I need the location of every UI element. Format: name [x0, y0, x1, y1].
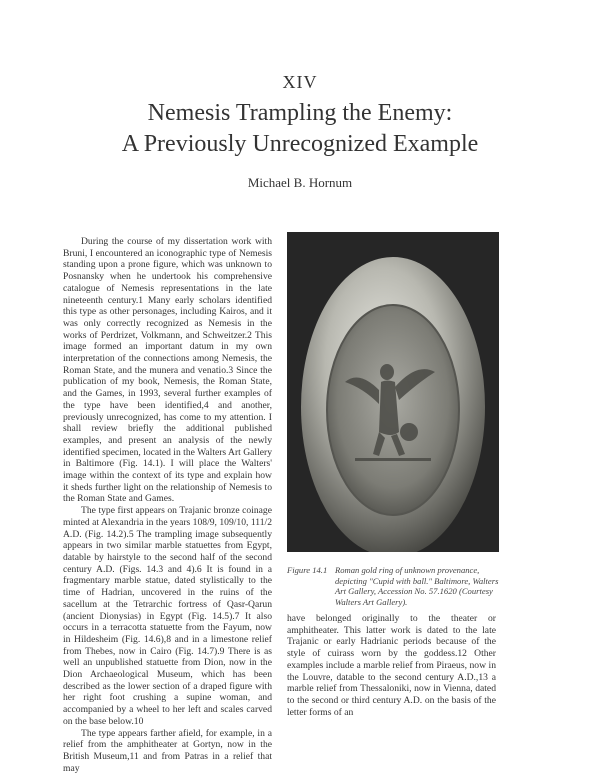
body-column-right	[287, 613, 496, 718]
chapter-number: XIV	[282, 72, 318, 92]
author-name: Michael B. Hornum	[247, 175, 353, 190]
ring-photo-illustration	[287, 232, 499, 552]
paragraph: The type first appears on Trajanic bronze coinage minted at Alexandria in the years 108/9, 109/10, 111/2 A.D. (Fig. 14.2).5 The trampling image subsequently appears in two similar marble statuettes from Egypt, datable by hairstyle to the second half of the second century A.D. (Figs. 14.3 and 4).6 It is found in a fragmentary marble statue, dated stylistically to the time of Hadrian, uncovered in the ruins of the sacellum at the Tetrarchic fortress of Qasr-Qarun (ancient Dionysias) in Egypt (Fig. 14.5).7 It also occurs in a terracotta statuette from the Fayum, now in Hildesheim (Fig. 14.6),8 and in a limestone relief from Thebes, now in Cairo (Fig. 14.7).9 There is as well an unpublished statuette from Dion, now in the Dion Archaeological Museum, which has been described as the lower section of a draped figure with her right foot crushing a supine woman, and accompanied by a wheel to her left and scales carved on the base below.10	[63, 505, 272, 727]
paragraph: have belonged originally to the theater or amphitheater. This latter work is dated to the late Trajanic or early Hadrianic periods because of the style of cuirass worn by the goddess.12 Other examples include a marble relief from Piraeus, now in the Louvre, datable to the second century A.D.,13 a marble relief from Thessaloniki, now in Vienna, dated to the second or third century A.D. on the basis of the letter forms of an	[287, 613, 496, 718]
figure-photo-ring	[287, 232, 499, 552]
article-title	[0, 98, 600, 160]
paragraph: The type appears farther afield, for example, in a relief from the amphitheater at Gortyn, now in the British Museum,11 and from Patras in a relief that may	[63, 727, 272, 774]
figure-caption-text: Roman gold ring of unknown provenance, depicting "Cupid with ball." Baltimore, Walters Art Gallery, Accession No. 57.1620 (Courtesy Walters Art Gallery).	[335, 565, 499, 607]
figure-label: Figure 14.1	[287, 565, 328, 575]
title-line-1: Nemesis Trampling the Enemy:	[147, 100, 453, 126]
paragraph: During the course of my dissertation work with Bruni, I encountered an iconographic type of Nemesis standing upon a prone figure, which was unknown to Posnansky when he undertook his comprehensive catalogue of Nemesis representations in the late nineteenth century.1 Many early scholars identified this type as other personages, including Kairos, and it was only correctly recognized as Nemesis in the works of Perdrizet, Volkmann, and Schweitzer.2 This image formed an important datum in my own interpretation of the connections among Nemesis, the Roman State, and the munera and venatio.3 Since the publication of my book, Nemesis, the Roman State, and the Games, in 1993, several further examples of the type have been identified,4 and another, previously unrecognized, has come to my attention. I shall review briefly the additional published examples, and present an analysis of the newly identified specimen, located in the Walters Art Gallery in Baltimore (Fig. 14.1). I will place the Walters' image within the context of its type and explain how it sheds further light on the relationship of Nemesis to the Roman State and Games.	[63, 236, 272, 505]
title-line-2: A Previously Unrecognized Example	[121, 131, 479, 157]
body-column-left	[63, 236, 272, 774]
